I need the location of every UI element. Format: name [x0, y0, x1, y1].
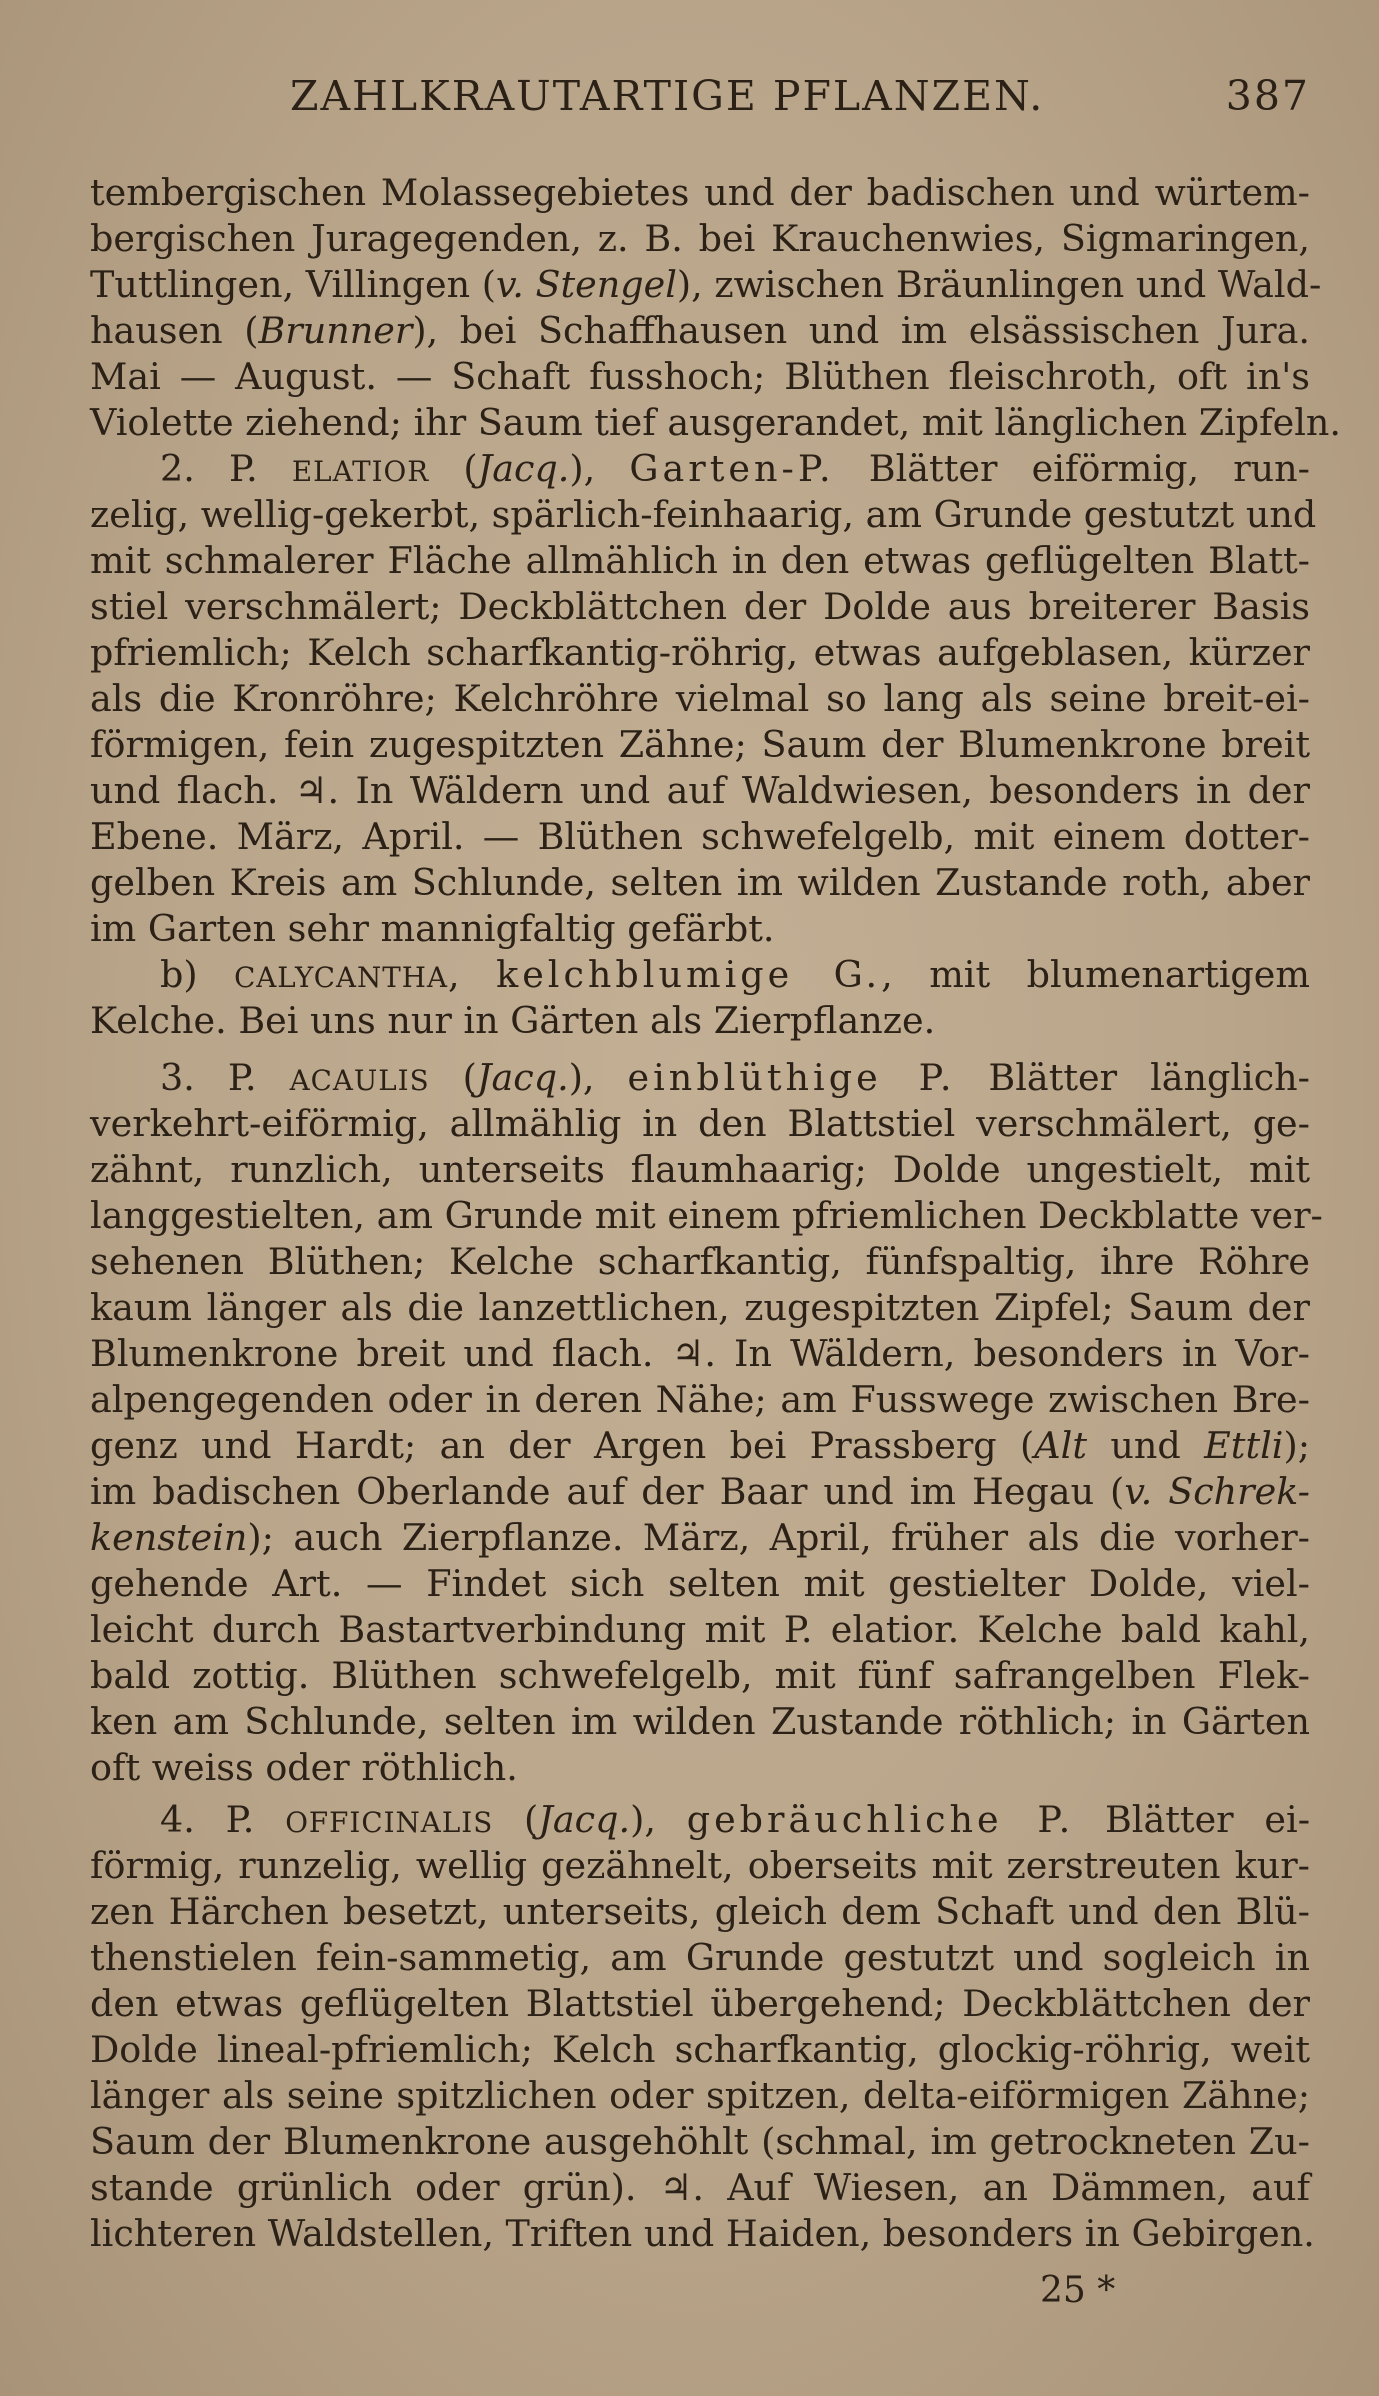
text-line: thenstielen fein-sammetig, am Grunde gestutzt und sogleich in	[90, 1936, 1310, 1979]
text-line: gelben Kreis am Schlunde, selten im wilden Zustande roth, aber	[90, 861, 1310, 904]
text-line: ken am Schlunde, selten im wilden Zustande röthlich; in Gärten	[90, 1700, 1310, 1743]
text-line: zähnt, runzlich, unterseits flaumhaarig; Dolde ungestielt, mit	[90, 1148, 1310, 1191]
running-header	[290, 72, 1310, 132]
text-line: genz und Hardt; an der Argen bei Prassberg (Alt und Ettli);	[90, 1424, 1311, 1467]
text-line: Violette ziehend; ihr Saum tief ausgerandet, mit länglichen Zipfeln.	[90, 401, 1342, 444]
text-line: oft weiss oder röthlich.	[90, 1746, 518, 1789]
text-line: förmigen, fein zugespitzten Zähne; Saum der Blumenkrone breit	[90, 723, 1310, 766]
text-line: lichteren Waldstellen, Triften und Haiden, besonders in Gebirgen.	[90, 2212, 1315, 2255]
text-line: tembergischen Molassegebietes und der badischen und würtem-	[90, 171, 1310, 214]
text-line: Saum der Blumenkrone ausgehöhlt (schmal, im getrockneten Zu-	[90, 2120, 1310, 2163]
text-line: hausen (Brunner), bei Schaffhausen und im elsässischen Jura.	[90, 309, 1310, 352]
text-line: Kelche. Bei uns nur in Gärten als Zierpflanze.	[90, 999, 936, 1042]
text-line: und flach. ♃. In Wäldern und auf Waldwiesen, besonders in der	[90, 769, 1310, 812]
text-line: Ebene. März, April. — Blüthen schwefelgelb, mit einem dotter-	[90, 815, 1310, 858]
text-line: 2. P. ELATIOR (Jacq.), Garten-P. Blätter eiförmig, run-	[160, 447, 1311, 490]
text-line: Blumenkrone breit und flach. ♃. In Wäldern, besonders in Vor-	[90, 1332, 1310, 1375]
text-line: bald zottig. Blüthen schwefelgelb, mit fünf safrangelben Flek-	[90, 1654, 1310, 1697]
text-line: Tuttlingen, Villingen (v. Stengel), zwischen Bräunlingen und Wald-	[90, 263, 1322, 306]
text-line: mit schmalerer Fläche allmählich in den etwas geflügelten Blatt-	[90, 539, 1310, 582]
text-line: Dolde lineal-pfriemlich; Kelch scharfkantig, glockig-röhrig, weit	[90, 2028, 1310, 2071]
text-line: im badischen Oberlande auf der Baar und im Hegau (v. Schrek-	[90, 1470, 1311, 1513]
text-line: kaum länger als die lanzettlichen, zugespitzten Zipfel; Saum der	[90, 1286, 1310, 1329]
text-line: im Garten sehr mannigfaltig gefärbt.	[90, 907, 775, 950]
text-line: Mai — August. — Schaft fusshoch; Blüthen fleischroth, oft in's	[90, 355, 1310, 398]
text-line: kenstein); auch Zierpflanze. März, April, früher als die vorher-	[90, 1516, 1310, 1559]
page-title: ZAHLKRAUTARTIGE PFLANZEN.	[290, 72, 1045, 120]
text-line: bergischen Juragegenden, z. B. bei Krauchenwies, Sigmaringen,	[90, 217, 1310, 260]
text-line: stiel verschmälert; Deckblättchen der Dolde aus breiterer Basis	[90, 585, 1310, 628]
text-line: länger als seine spitzlichen oder spitzen, delta-eiförmigen Zähne;	[90, 2074, 1310, 2117]
text-line: zen Härchen besetzt, unterseits, gleich dem Schaft und den Blü-	[90, 1890, 1310, 1933]
text-line: sehenen Blüthen; Kelche scharfkantig, fünfspaltig, ihre Röhre	[90, 1240, 1310, 1283]
text-line: langgestielten, am Grunde mit einem pfriemlichen Deckblatte ver-	[90, 1194, 1323, 1237]
text-line: pfriemlich; Kelch scharfkantig-röhrig, etwas aufgeblasen, kürzer	[90, 631, 1310, 674]
text-line: 4. P. OFFICINALIS (Jacq.), gebräuchliche P. Blätter ei-	[160, 1798, 1311, 1841]
text-line: als die Kronröhre; Kelchröhre vielmal so lang als seine breit-ei-	[90, 677, 1310, 720]
text-line: b) CALYCANTHA, kelchblumige G., mit blumenartigem	[160, 953, 1310, 996]
text-line: alpengegenden oder in deren Nähe; am Fusswege zwischen Bre-	[90, 1378, 1310, 1421]
page-number: 387	[1225, 72, 1310, 120]
text-line: stande grünlich oder grün). ♃. Auf Wiesen, an Dämmen, auf	[90, 2166, 1310, 2209]
text-line: verkehrt-eiförmig, allmählig in den Blattstiel verschmälert, ge-	[90, 1102, 1310, 1145]
text-line: förmig, runzelig, wellig gezähnelt, oberseits mit zerstreuten kur-	[90, 1844, 1310, 1887]
text-line: gehende Art. — Findet sich selten mit gestielter Dolde, viel-	[90, 1562, 1310, 1605]
text-line: leicht durch Bastartverbindung mit P. elatior. Kelche bald kahl,	[90, 1608, 1310, 1651]
text-line: den etwas geflügelten Blattstiel übergehend; Deckblättchen der	[90, 1982, 1310, 2025]
text-line: 3. P. ACAULIS (Jacq.), einblüthige P. Blätter länglich-	[160, 1056, 1311, 1099]
signature-mark: 25 *	[1040, 2270, 1116, 2311]
text-line: zelig, wellig-gekerbt, spärlich-feinhaarig, am Grunde gestutzt und	[90, 493, 1317, 536]
